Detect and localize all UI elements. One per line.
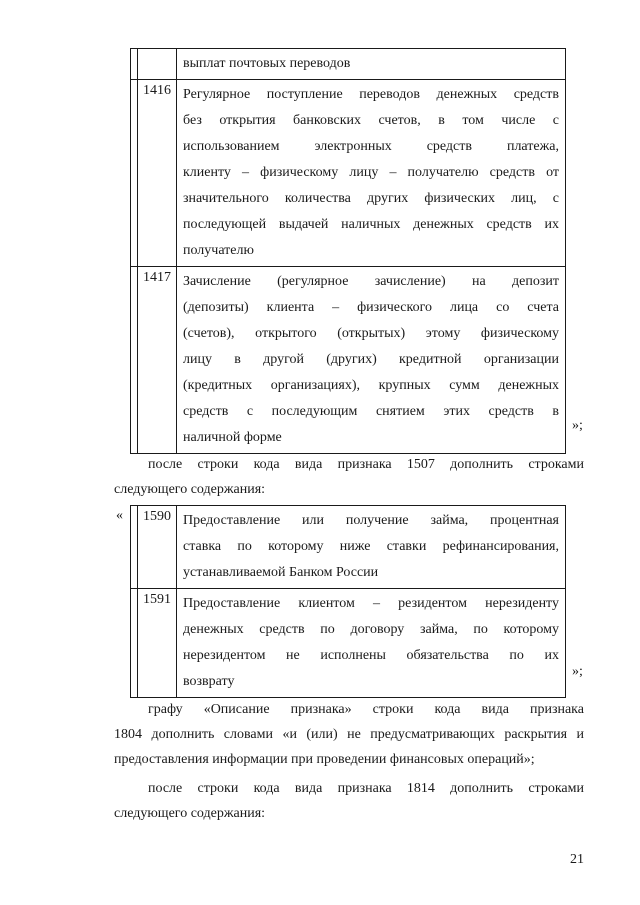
- table-row: [131, 506, 566, 589]
- description-cell: [177, 49, 566, 80]
- description-cell: [177, 80, 566, 267]
- description-cell: [177, 267, 566, 454]
- description-line: (депозиты) клиента – физического лица со счета: [183, 300, 559, 315]
- table-cell-blank: [131, 267, 138, 454]
- description-line: возврату: [183, 674, 235, 689]
- code-cell: 1416: [138, 80, 177, 267]
- description-line: наличной форме: [183, 430, 282, 445]
- table-row: [131, 589, 566, 698]
- instruction-paragraph: [114, 776, 584, 826]
- description-line: денежных средств по договору займа, по которому: [183, 622, 559, 637]
- description-line: (счетов), открытого (открытых) этому физическому: [183, 326, 559, 341]
- paragraph-line: после строки кода вида признака 1814 дополнить строками: [148, 781, 584, 796]
- table-cell-blank: [131, 80, 138, 267]
- description-line: лицу в другой (других) кредитной организации: [183, 352, 559, 367]
- code-cell: 1417: [138, 267, 177, 454]
- description-line: нерезидентом не исполнены обязательства по их: [183, 648, 559, 663]
- description-line: устанавливаемой Банком России: [183, 565, 379, 580]
- table-row: [131, 80, 566, 267]
- table-cell-blank: [131, 506, 138, 589]
- description-line: значительного количества других физических лиц, с: [183, 191, 559, 206]
- paragraph-line: после строки кода вида признака 1507 дополнить строками: [148, 457, 584, 472]
- description-line: без открытия банковских счетов, в том числе с: [183, 113, 559, 128]
- code-cell: [138, 49, 177, 80]
- description-line: Предоставление клиентом – резидентом нерезиденту: [183, 596, 559, 611]
- code-table-1: [130, 48, 566, 454]
- code-cell: 1591: [138, 589, 177, 698]
- description-line: последующей выдачей наличных денежных средств их: [183, 217, 559, 232]
- paragraph-line: 1804 дополнить словами «и (или) не предусматривающих раскрытия и: [114, 727, 584, 742]
- table-row: [131, 49, 566, 80]
- description-cell: [177, 589, 566, 698]
- description-line: выплат почтовых переводов: [183, 56, 351, 71]
- instruction-paragraph: [114, 452, 584, 502]
- code-cell: 1590: [138, 506, 177, 589]
- description-line: ставка по которому ниже ставки рефинансирования,: [183, 539, 559, 554]
- table-cell-blank: [131, 49, 138, 80]
- paragraph-line: графу «Описание признака» строки кода вида признака: [148, 702, 584, 717]
- instruction-paragraph: [114, 697, 584, 772]
- description-line: клиенту – физическому лицу – получателю средств от: [183, 165, 559, 180]
- paragraph-line: следующего содержания:: [114, 482, 266, 497]
- closing-quote: »;: [572, 418, 583, 433]
- paragraph-line: следующего содержания:: [114, 806, 266, 821]
- description-line: Предоставление или получение займа, процентная: [183, 513, 559, 528]
- description-line: получателю: [183, 243, 254, 258]
- description-line: Зачисление (регулярное зачисление) на депозит: [183, 274, 559, 289]
- description-line: средств с последующим снятием этих средств в: [183, 404, 559, 419]
- table-row: [131, 267, 566, 454]
- description-line: использованием электронных средств платежа,: [183, 139, 559, 154]
- closing-quote: »;: [572, 664, 583, 679]
- opening-quote: «: [116, 508, 123, 523]
- code-table-2: [130, 505, 566, 698]
- page-number: 21: [570, 852, 584, 867]
- description-line: (кредитных организациях), крупных сумм денежных: [183, 378, 559, 393]
- description-cell: [177, 506, 566, 589]
- description-line: Регулярное поступление переводов денежных средств: [183, 87, 559, 102]
- table-cell-blank: [131, 589, 138, 698]
- paragraph-line: предоставления информации при проведении финансовых операций»;: [114, 752, 535, 767]
